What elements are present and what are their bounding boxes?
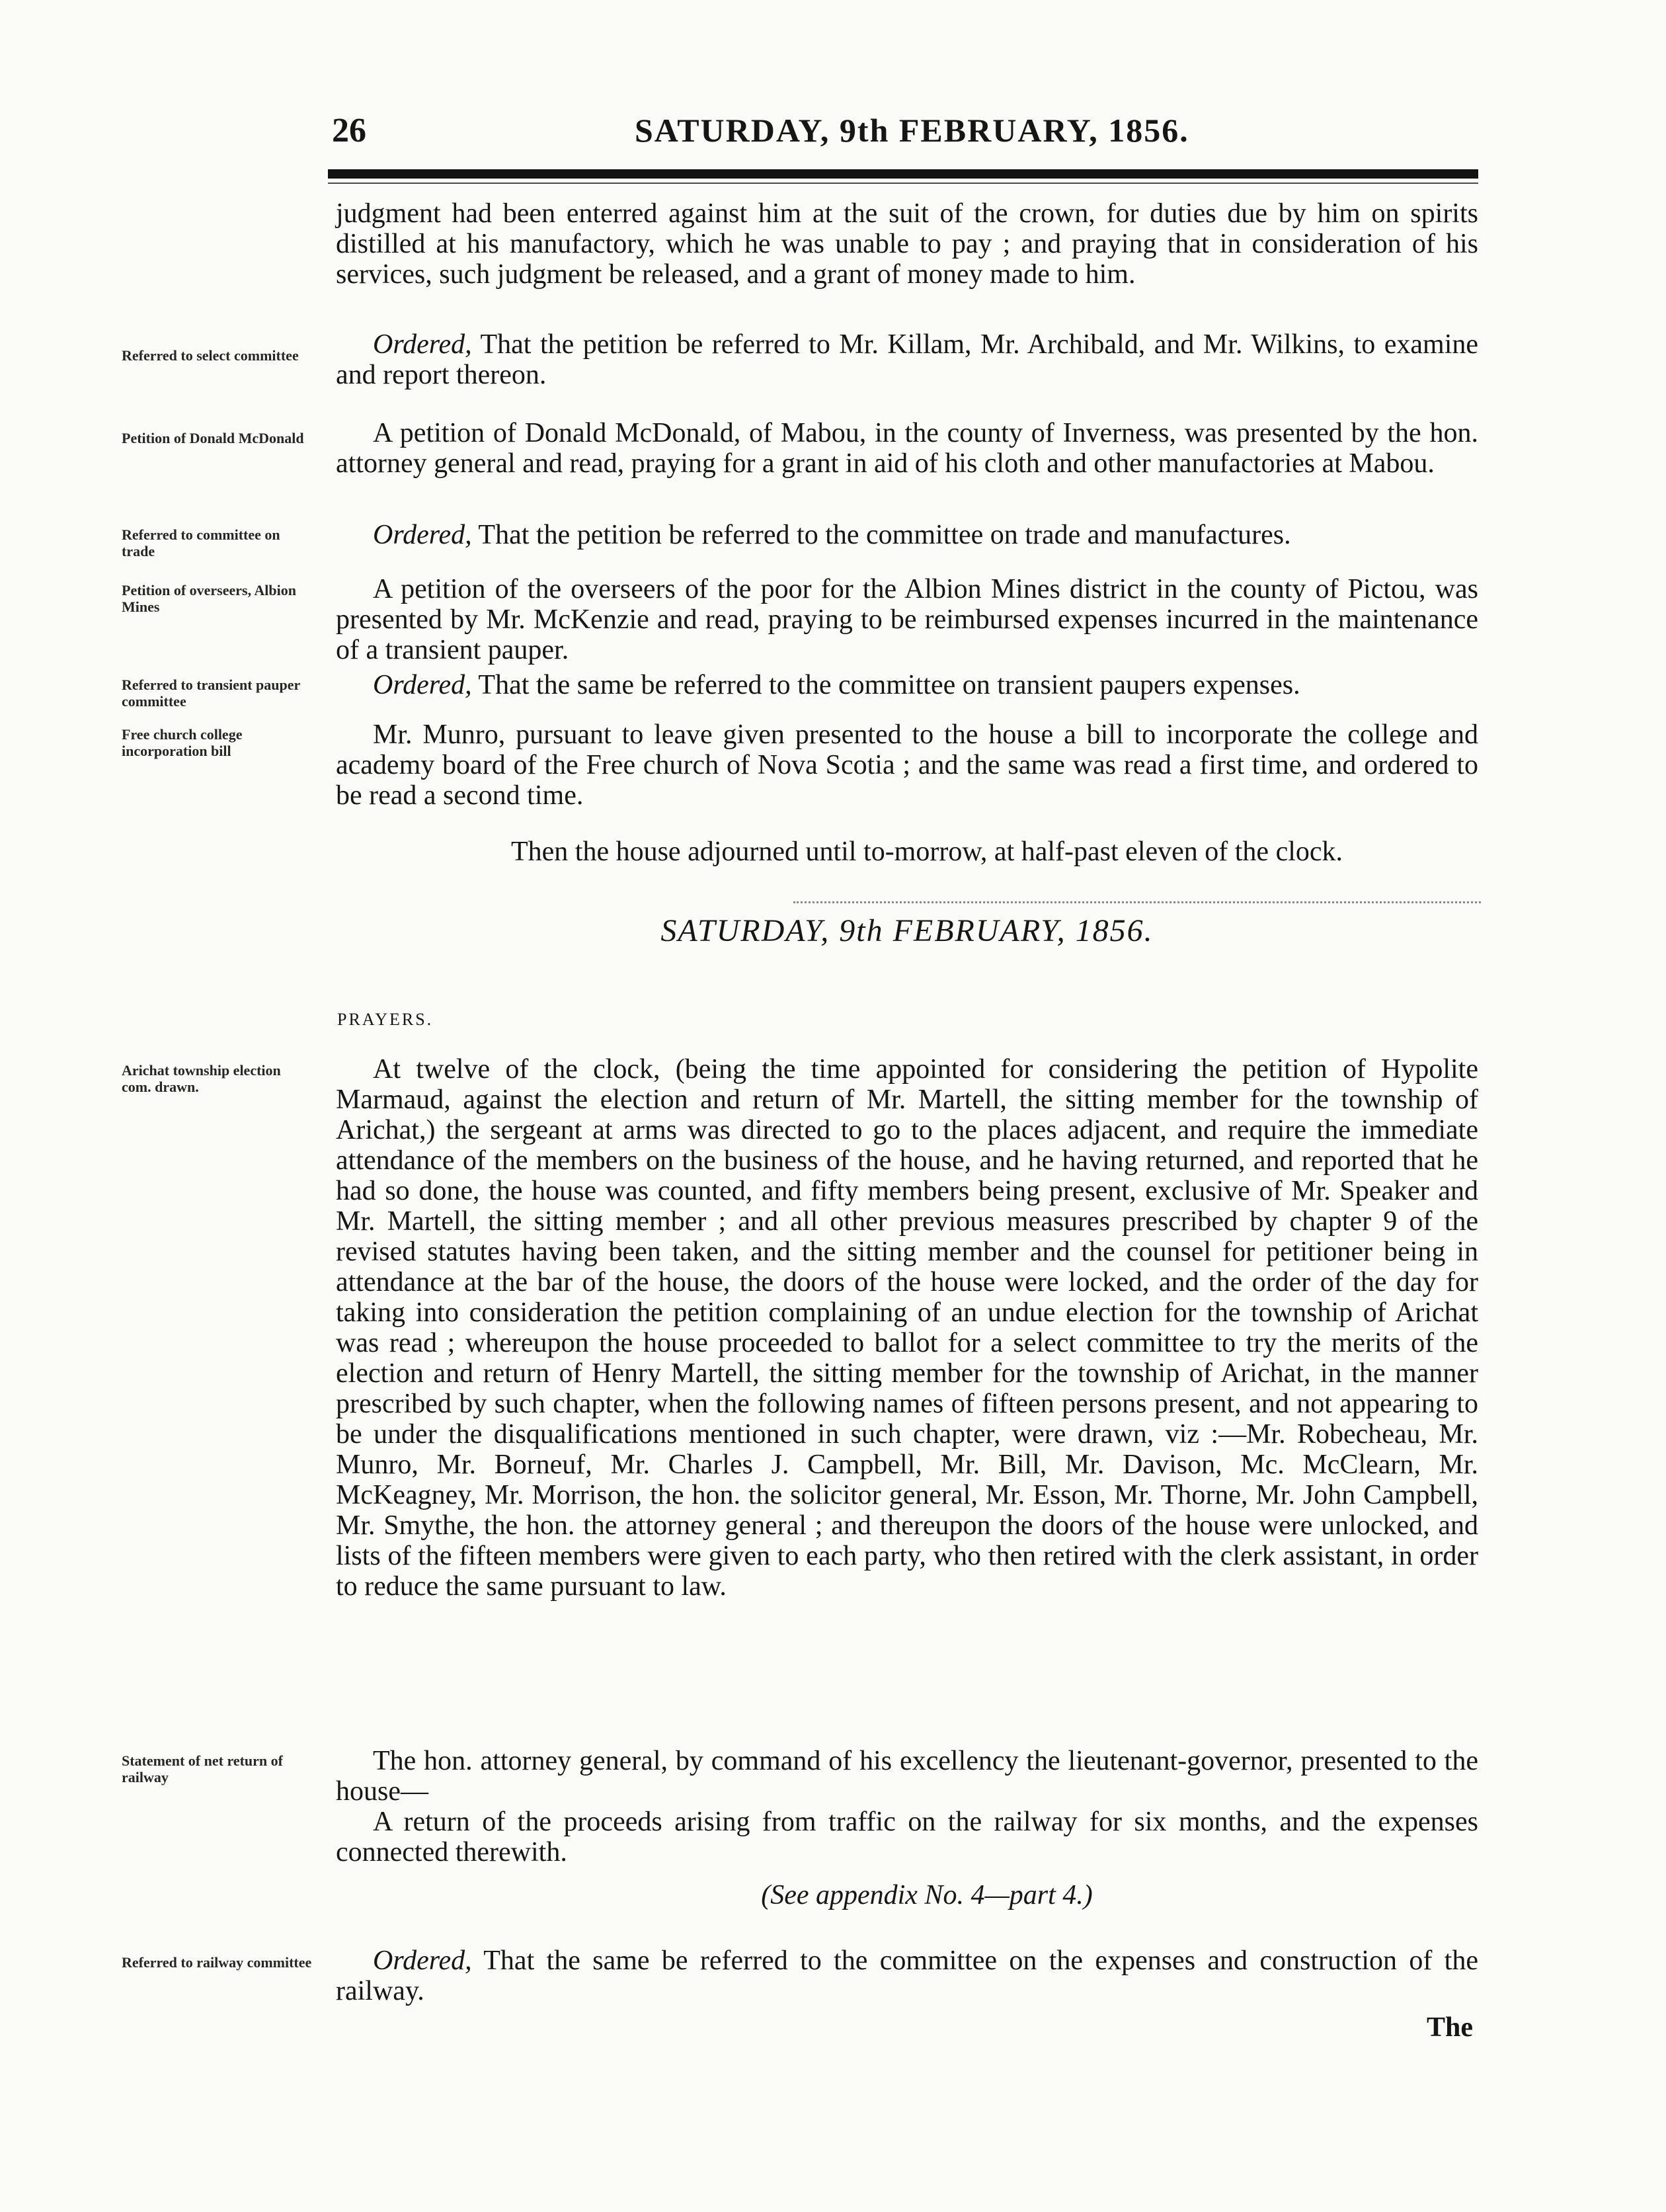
margin-note-railway-statement: Statement of net return of railway [122, 1752, 283, 1785]
adjourn-line: Then the house adjourned until to-morrow, at half-past eleven of the clock. [510, 837, 1343, 867]
margin-note-referred-trade: Referred to committee on trade [122, 526, 280, 559]
header-rule-fine [328, 183, 1478, 184]
entry-text: At twelve of the clock, (being the time appointed for considering the petition of Hypolite Marmaud, against the election and return of Mr. Martell, the sitting member for the township of Arichat,) the sergeant at arms was directed to go to the places adjacent, and require the immediate attendance of the members on the business of the house, and he having returned, and reported that he had so done, the house was counted, and fifty members being present, exclusive of Mr. Speaker and Mr. Martell, the sitting member ; and all other previous measures prescribed by chapter 9 of the revised statutes having been taken, and the sitting member and the counsel for petitioner being in attendance at the bar of the house, the doors of the house were locked, and the order of the day for taking into consideration the petition complaining of an undue election for the township of Arichat was read ; whereupon the house proceeded to ballot for a select committee to try the merits of the election and return of Henry Martell, the sitting member for the township of Arichat, in the manner prescribed by such chapter, when the following names of fifteen persons present, and not appearing to be under the disqualifications mentioned in such chapter, were drawn, viz :—Mr. Robecheau, Mr. Munro, Mr. Borneuf, Mr. Charles J. Campbell, Mr. Bill, Mr. Davison, Mc. McClearn, Mr. McKeagney, Mr. Morrison, the hon. the solicitor general, Mr. Esson, Mr. Thorne, Mr. John Campbell, Mr. Smythe, the hon. the attorney general ; and thereupon the doors of the house were unlocked, and lists of the fifteen members were given to each party, who then retired with the clerk assistant, in order to reduce the same pursuant to law. [336, 1054, 1478, 1602]
entry-text: The hon. attorney general, by command of his excellency the lieutenant-governor, presented to the house— [336, 1746, 1478, 1807]
ordered-lead: Ordered, [373, 520, 472, 550]
entry-text: That the petition be referred to Mr. Killam, Mr. Archibald, and Mr. Wilkins, to examine and report thereon. [336, 329, 1478, 390]
ordered-lead: Ordered, [373, 329, 472, 360]
margin-note-referred-pauper: Referred to transient pauper committee [122, 676, 300, 710]
entry-text: Mr. Munro, pursuant to leave given presented to the house a bill to incorporate the college and academy board of the Free church of Nova Scotia ; and the same was read a first time, and ordered to be read a second time. [336, 719, 1478, 811]
page-number: 26 [332, 112, 366, 149]
entry-referred-pauper [336, 670, 1478, 700]
entry-free-church [336, 719, 1478, 811]
entry-referred-trade [336, 520, 1478, 550]
prayers-label: PRAYERS. [337, 1010, 434, 1029]
ordered-lead: Ordered, [373, 670, 472, 700]
entry-text: That the petition be referred to the committee on trade and manufactures. [471, 520, 1291, 550]
margin-note-free-church: Free church college incorporation bill [122, 726, 243, 759]
entry-referred-select [336, 329, 1478, 390]
margin-note-petition-mcdonald: Petition of Donald McDonald [122, 430, 304, 446]
entry-petition-mcdonald [336, 418, 1478, 479]
entry-railway-statement [336, 1746, 1478, 1867]
entry-railway-committee [336, 1946, 1478, 2006]
margin-note-petition-overseers: Petition of overseers, Albion Mines [122, 582, 296, 615]
appendix-reference: (See appendix No. 4—part 4.) [761, 1880, 1093, 1910]
entry-text: judgment had been enterred against him at the suit of the crown, for duties due by him on spirits distilled at his manufactory, which he was unable to pay ; and praying that in consideration of his services, such judgment be released, and a grant of money made to him. [336, 198, 1478, 290]
running-title: SATURDAY, 9th FEBRUARY, 1856. [635, 112, 1189, 149]
entry-arichat [336, 1054, 1478, 1602]
day-heading: SATURDAY, 9th FEBRUARY, 1856. [660, 913, 1154, 948]
entry-text: That the same be referred to the committee on the expenses and construction of the railway. [336, 1946, 1478, 2006]
entry-text: A petition of the overseers of the poor for the Albion Mines district in the county of Pictou, was presented by Mr. McKenzie and read, praying to be reimbursed expenses incurred in the maintenance of a transient pauper. [336, 574, 1478, 665]
entry-text: That the same be referred to the committee on transient paupers expenses. [471, 670, 1300, 700]
margin-note-referred-select: Referred to select committee [122, 347, 299, 364]
margin-note-railway-committee: Referred to railway committee [122, 1954, 312, 1971]
separator-rule [793, 901, 1481, 905]
margin-note-arichat: Arichat township election com. drawn. [122, 1062, 281, 1095]
catchword: The [1427, 2012, 1474, 2043]
ordered-lead: Ordered, [373, 1946, 472, 1976]
entry-text-return: A return of the proceeds arising from traffic on the railway for six months, and the expenses connected therewith. [336, 1807, 1478, 1867]
entry-petition-overseers [336, 574, 1478, 665]
entry-continuation [336, 198, 1478, 290]
entry-text: A petition of Donald McDonald, of Mabou, in the county of Inverness, was presented by the hon. attorney general and read, praying for a grant in aid of his cloth and other manufactories at Mabou. [336, 418, 1478, 479]
header-rule [328, 169, 1478, 179]
